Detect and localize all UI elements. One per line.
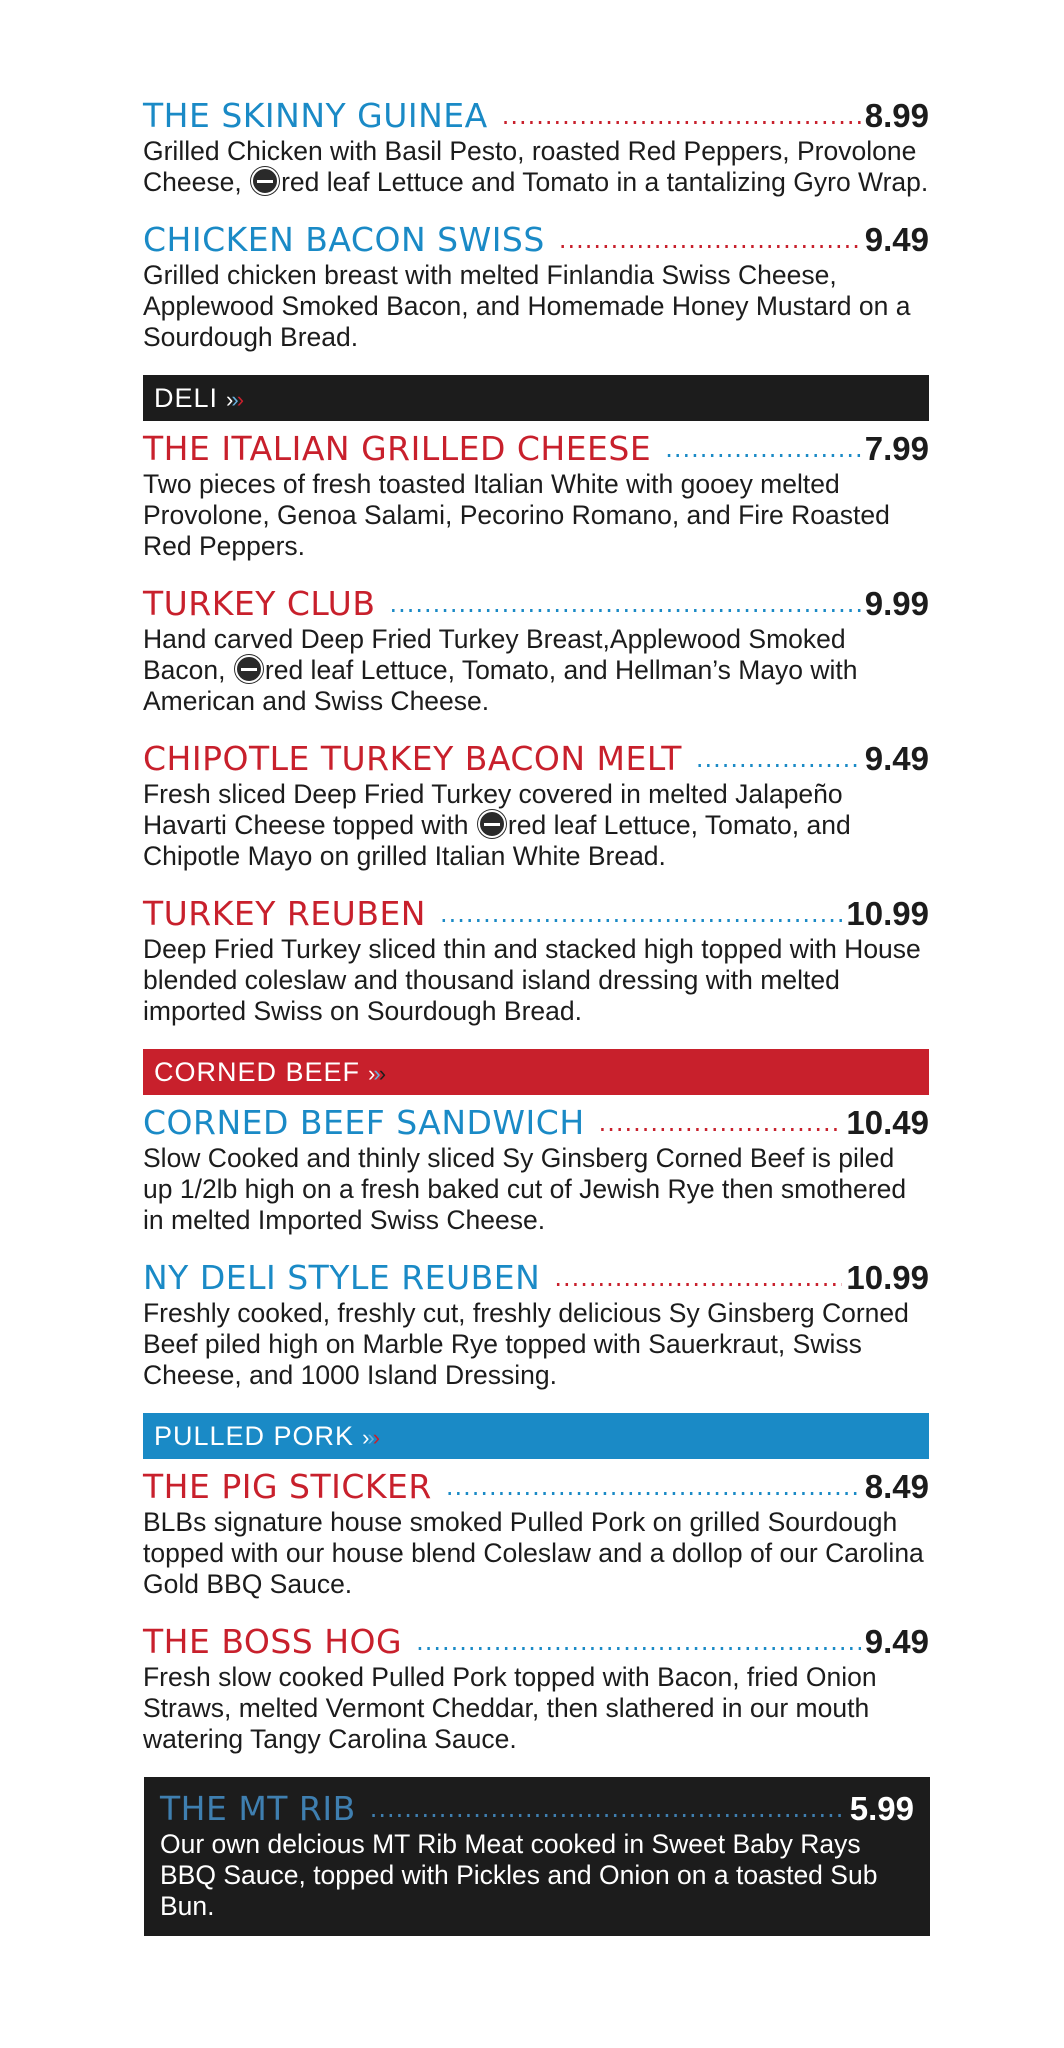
triple-chevron-icon: ›››	[226, 387, 243, 412]
item-name: CHICKEN BACON SWISS	[143, 220, 545, 259]
dot-leader	[416, 1622, 861, 1662]
description-part: Hand carved Deep Fried Turkey Breast,Applewood Smoked Bacon,	[143, 624, 846, 685]
menu-item-boss-hog	[143, 1622, 929, 1755]
dot-leader	[440, 894, 842, 934]
triple-chevron-icon: ›››	[362, 1425, 379, 1450]
dot-leader	[446, 1467, 861, 1507]
item-price: 9.49	[864, 221, 929, 258]
menu-item-pig-sticker	[143, 1467, 929, 1600]
item-description: Slow Cooked and thinly sliced Sy Ginsberg Corned Beef is piled up 1/2lb high on a fresh baked cut of Jewish Rye then smothered in melted Imported Swiss Cheese.	[143, 1143, 907, 1235]
usda-organic-seal-icon	[251, 167, 279, 195]
menu-item-skinny-guinea	[143, 96, 929, 198]
menu-item-ny-deli-style-reuben	[143, 1258, 929, 1391]
item-price: 9.99	[864, 585, 929, 622]
item-price: 9.49	[864, 1623, 929, 1660]
dot-leader	[554, 1258, 842, 1298]
item-name: THE ITALIAN GRILLED CHEESE	[143, 429, 652, 468]
item-price: 5.99	[849, 1790, 914, 1827]
section-header-pulled-pork	[143, 1413, 929, 1459]
item-name: CHIPOTLE TURKEY BACON MELT	[143, 739, 682, 778]
menu-item-corned-beef-sandwich	[143, 1103, 929, 1236]
usda-organic-seal-icon	[235, 655, 263, 683]
sandwich-menu	[143, 96, 929, 1936]
item-price: 7.99	[864, 430, 929, 467]
item-name: THE PIG STICKER	[143, 1467, 432, 1506]
item-price: 10.99	[846, 895, 929, 932]
item-description: Grilled chicken breast with melted Finlandia Swiss Cheese, Applewood Smoked Bacon, and Homemade Honey Mustard on a Sourdough Bread.	[143, 260, 911, 352]
dot-leader	[559, 220, 861, 260]
description-part: Grilled Chicken with Basil Pesto, roasted Red Peppers, Provolone Cheese,	[143, 136, 917, 197]
item-description: Our own delcious MT Rib Meat cooked in Sweet Baby Rays BBQ Sauce, topped with Pickles and Onion on a toasted Sub Bun.	[160, 1829, 878, 1921]
dot-leader	[370, 1789, 846, 1829]
item-description: Two pieces of fresh toasted Italian White with gooey melted Provolone, Genoa Salami, Pecorino Romano, and Fire Roasted Red Peppers.	[143, 469, 890, 561]
item-description: Freshly cooked, freshly cut, freshly delicious Sy Ginsberg Corned Beef piled high on Marble Rye topped with Sauerkraut, Swiss Cheese, and 1000 Island Dressing.	[143, 1298, 909, 1390]
item-description: BLBs signature house smoked Pulled Pork on grilled Sourdough topped with our house blend Coleslaw and a dollop of our Carolina Gold BBQ Sauce.	[143, 1507, 924, 1599]
section-header-corned-beef	[143, 1049, 929, 1095]
item-name: THE MT RIB	[160, 1789, 356, 1828]
section-title: PULLED PORK	[154, 1421, 355, 1451]
item-price: 9.49	[864, 740, 929, 777]
menu-item-turkey-reuben	[143, 894, 929, 1027]
menu-item-turkey-club	[143, 584, 929, 717]
usda-organic-seal-icon	[478, 810, 506, 838]
menu-item-chicken-bacon-swiss	[143, 220, 929, 353]
dot-leader	[665, 429, 861, 469]
dot-leader	[389, 584, 860, 624]
item-name: THE SKINNY GUINEA	[143, 96, 488, 135]
menu-item-chipotle-turkey-bacon-melt	[143, 739, 929, 872]
description-part: red leaf Lettuce, Tomato, and Hellman’s Mayo with American and Swiss Cheese.	[143, 655, 858, 716]
dot-leader	[599, 1103, 843, 1143]
section-header-deli	[143, 375, 929, 421]
item-price: 10.99	[846, 1259, 929, 1296]
section-title: CORNED BEEF	[154, 1057, 361, 1087]
description-part: Fresh sliced Deep Fried Turkey covered in melted Jalapeño Havarti Cheese topped with	[143, 779, 843, 840]
item-name: TURKEY CLUB	[143, 584, 376, 623]
description-part: red leaf Lettuce, Tomato, and Chipotle Mayo on grilled Italian White Bread.	[143, 810, 851, 871]
item-price: 8.49	[864, 1468, 929, 1505]
item-name: THE BOSS HOG	[143, 1622, 403, 1661]
menu-item-italian-grilled-cheese	[143, 429, 929, 562]
item-description	[143, 779, 929, 872]
item-name: TURKEY REUBEN	[143, 894, 426, 933]
item-price: 8.99	[864, 97, 929, 134]
item-name: CORNED BEEF SANDWICH	[143, 1103, 585, 1142]
dot-leader	[502, 96, 861, 136]
special-box-mt-rib	[144, 1777, 930, 1936]
dot-leader	[696, 739, 861, 779]
description-part: red leaf Lettuce and Tomato in a tantalizing Gyro Wrap.	[281, 167, 929, 197]
item-description: Fresh slow cooked Pulled Pork topped with Bacon, fried Onion Straws, melted Vermont Cheddar, then slathered in our mouth watering Tangy Carolina Sauce.	[143, 1662, 877, 1754]
triple-chevron-icon: ›››	[368, 1061, 385, 1086]
section-title: DELI	[154, 383, 219, 413]
item-price: 10.49	[846, 1104, 929, 1141]
item-name: NY DELI STYLE REUBEN	[143, 1258, 541, 1297]
item-description: Deep Fried Turkey sliced thin and stacked high topped with House blended coleslaw and thousand island dressing with melted imported Swiss on Sourdough Bread.	[143, 934, 921, 1026]
item-description	[143, 624, 929, 717]
item-description	[143, 136, 929, 198]
